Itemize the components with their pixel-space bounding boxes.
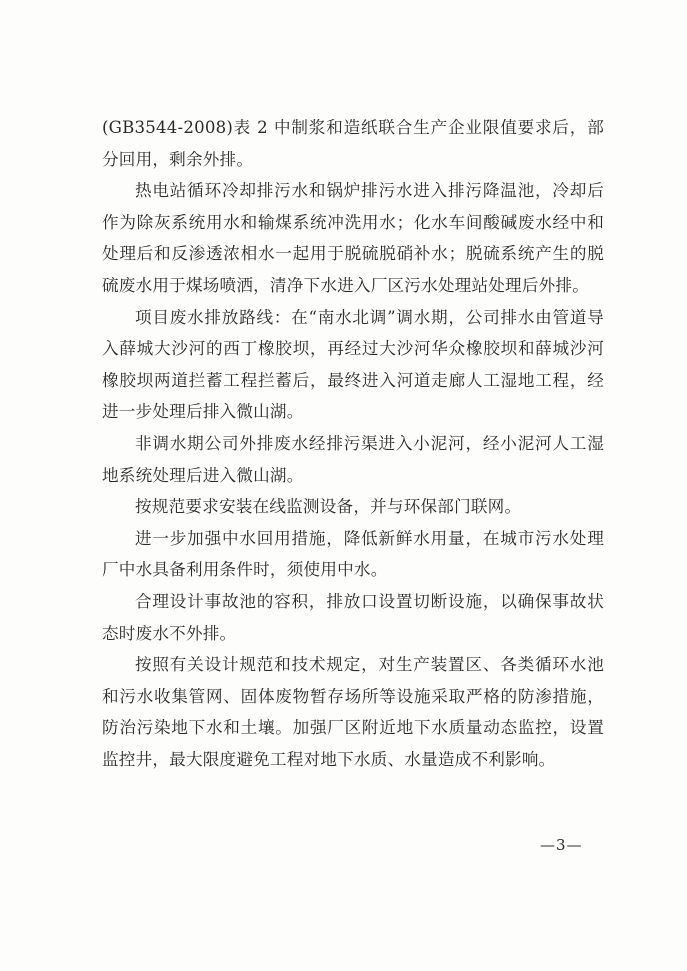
paragraph-power-station-wastewater: 热电站循环冷却排污水和锅炉排污水进入排污降温池，冷却后作为除灰系统用水和输煤系统冲洗用水；化水车间酸碱废水经中和处理后和反渗透浓相水一起用于脱硫脱硝补水；脱硫系统产生的脱硫废水用于煤场喷洒，清净下水进入厂区污水处理站处理后外排。 [102, 181, 604, 295]
paragraph-groundwater-protection: 按照有关设计规范和技术规定，对生产装置区、各类循环水池和污水收集管网、固体废物暂存场所等设施采取严格的防渗措施，防治污染地下水和土壤。加强厂区附近地下水质量动态监控，设置监控井，最大限度避免工程对地下水质、水量造成不利影响。 [102, 655, 604, 769]
document-body [102, 112, 604, 775]
paragraph-non-diversion-period: 非调水期公司外排废水经排污渠进入小泥河，经小泥河人工湿地系统处理后进入微山湖。 [102, 433, 604, 485]
paragraph-standard-continuation: (GB3544-2008)表 2 中制浆和造纸联合生产企业限值要求后，部分回用，剩余外排。 [102, 118, 604, 169]
paragraph-reclaimed-water: 进一步加强中水回用措施，降低新鲜水用量，在城市污水处理厂中水具备利用条件时，须使用中水。 [102, 528, 604, 580]
page-number: —3— [540, 836, 583, 854]
paragraph-discharge-route: 项目废水排放路线：在“南水北调”调水期，公司排水由管道导入薛城大沙河的西丁橡胶坝，再经过大沙河华众橡胶坝和薛城沙河橡胶坝两道拦蓄工程拦蓄后，最终进入河道走廊人工湿地工程，经进一步处理后排入微山湖。 [102, 307, 604, 422]
paragraph-online-monitoring: 按规范要求安装在线监测设备，并与环保部门联网。 [135, 497, 522, 517]
paragraph-accident-pool: 合理设计事故池的容积，排放口设置切断设施，以确保事故状态时废水不外排。 [102, 591, 604, 643]
